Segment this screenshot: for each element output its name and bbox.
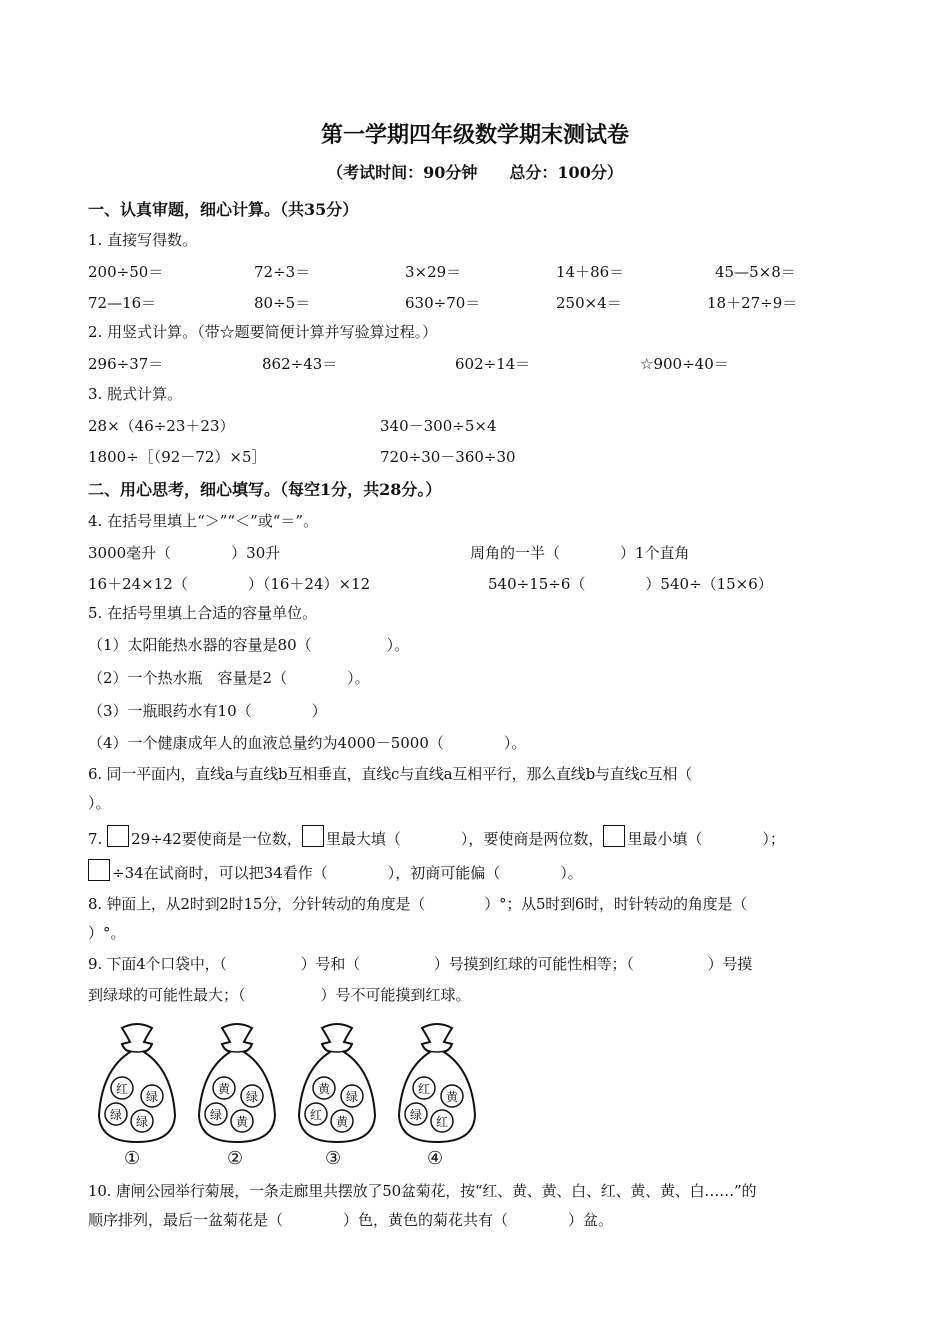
page-title: 第一学期四年级数学期末测试卷 (320, 122, 629, 148)
q8-line1: 8. 钟面上，从2时到2时15分，分针转动的角度是（ ）°；从5时到6时，时针转动的角度是（ (88, 895, 748, 913)
q7-text: 里最大填（ ），要使商是两位数， (325, 830, 604, 848)
q7-number: 7. (88, 830, 103, 848)
q4-item: 周角的一半（ ）1个直角 (470, 544, 690, 562)
q7-text: ÷34在试商时，可以把34看作（ ），初商可能偏（ ）。 (112, 864, 583, 882)
q1-item: 3×29＝ (405, 263, 462, 281)
q10-line2: 顺序排列，最后一盆菊花是（ ）色，黄色的菊花共有（ ）盆。 (88, 1211, 614, 1229)
section-1-heading: 一、认真审题，细心计算。（共35分） (88, 200, 359, 219)
q10-line1: 10. 唐闸公园举行菊展，一条走廊里共摆放了50盆菊花，按“红、黄、黄、白、红、黄、黄、白……”的 (88, 1182, 757, 1200)
q1-item: 80÷5＝ (254, 294, 311, 312)
q3-item: 28×（46÷23＋23） (88, 417, 235, 435)
q4-item: 540÷15÷6（ ）540÷（15×6） (488, 575, 773, 593)
q5-label: 5. 在括号里填上合适的容量单位。 (88, 604, 318, 622)
q6-line2: ）。 (88, 794, 111, 812)
ball-label: 红 (435, 1115, 449, 1129)
ball-label: 绿 (345, 1090, 359, 1104)
q9-line1: 9. 下面4个口袋中，（ ）号和（ ）号摸到红球的可能性相等；（ ）号摸 (88, 955, 753, 973)
ball-label: 红 (417, 1082, 431, 1096)
q7-line1 (88, 825, 785, 849)
bag-number: ③ (325, 1148, 342, 1169)
bag-2 (192, 1020, 282, 1165)
section-2-heading: 二、用心思考，细心填写。（每空1分，共28分。） (88, 480, 442, 499)
ball-label: 绿 (245, 1090, 259, 1104)
ball-label: 绿 (409, 1108, 423, 1122)
q1-item: 72—16＝ (88, 294, 157, 312)
q1-item: 18＋27÷9＝ (707, 294, 798, 312)
q1-item: 45—5×8＝ (715, 263, 796, 281)
q2-item: 602÷14＝ (455, 355, 531, 373)
q2-item: 862÷43＝ (262, 355, 338, 373)
ball-label: 黄 (217, 1082, 231, 1096)
bag-icon (292, 1020, 382, 1145)
ball-label: 黄 (335, 1115, 349, 1129)
page-subtitle: （考试时间：90分钟 总分：100分） (327, 163, 623, 182)
q5-item: （4）一个健康成年人的血液总量约为4000－5000（ ）。 (88, 734, 527, 752)
q1-item: 200÷50＝ (88, 263, 164, 281)
ball-label: 绿 (145, 1090, 159, 1104)
q3-item: 1800÷［（92－72）×5］ (88, 448, 267, 466)
q3-label: 3. 脱式计算。 (88, 385, 183, 403)
q5-item: （2）一个热水瓶 容量是2（ ）。 (88, 669, 370, 687)
bag-icon (92, 1020, 182, 1145)
bag-icon (192, 1020, 282, 1145)
bag-1 (92, 1020, 182, 1165)
bag-number: ① (124, 1148, 141, 1169)
bag-number: ④ (427, 1148, 444, 1169)
q5-item: （3）一瓶眼药水有10（ ） (88, 702, 327, 720)
blank-box[interactable] (88, 859, 110, 881)
ball-label: 绿 (109, 1108, 123, 1122)
q1-item: 250×4＝ (556, 294, 622, 312)
q4-item: 3000毫升（ ）30升 (88, 544, 281, 562)
q4-item: 16＋24×12（ ）（16＋24）×12 (88, 575, 371, 593)
blank-box[interactable] (107, 825, 129, 847)
q1-item: 630÷70＝ (405, 294, 481, 312)
ball-label: 黄 (317, 1082, 331, 1096)
blank-box[interactable] (603, 825, 625, 847)
q1-item: 14＋86＝ (556, 263, 625, 281)
q3-item: 720÷30－360÷30 (380, 448, 516, 466)
ball-label: 黄 (235, 1115, 249, 1129)
blank-box[interactable] (302, 825, 324, 847)
bag-4 (392, 1020, 482, 1165)
q7-text: 29÷42要使商是一位数， (131, 830, 302, 848)
q2-item: ☆900÷40＝ (640, 355, 729, 373)
bag-icon (392, 1020, 482, 1145)
q5-item: （1）太阳能热水器的容量是80（ ）。 (88, 636, 410, 654)
q7-line2 (88, 859, 583, 883)
ball-label: 绿 (135, 1115, 149, 1129)
q2-item: 296÷37＝ (88, 355, 164, 373)
ball-label: 绿 (209, 1108, 223, 1122)
ball-label: 红 (309, 1108, 323, 1122)
q8-line2: ）°。 (88, 924, 126, 942)
ball-label: 黄 (445, 1090, 459, 1104)
bag-3 (292, 1020, 382, 1165)
q7-text: 里最小填（ ）； (627, 830, 785, 848)
q1-item: 72÷3＝ (254, 263, 311, 281)
q3-item: 340－300÷5×4 (380, 417, 497, 435)
q2-label: 2. 用竖式计算。（带☆题要简便计算并写验算过程。） (88, 323, 438, 341)
bag-number: ② (227, 1148, 244, 1169)
q9-line2: 到绿球的可能性最大；（ ）号不可能摸到红球。 (88, 986, 471, 1004)
q1-label: 1. 直接写得数。 (88, 231, 198, 249)
q4-label: 4. 在括号里填上“＞”“＜”或“＝”。 (88, 512, 319, 530)
ball-label: 红 (115, 1082, 129, 1096)
q6-line1: 6. 同一平面内，直线a与直线b互相垂直，直线c与直线a互相平行，那么直线b与直线c互相（ (88, 765, 692, 783)
